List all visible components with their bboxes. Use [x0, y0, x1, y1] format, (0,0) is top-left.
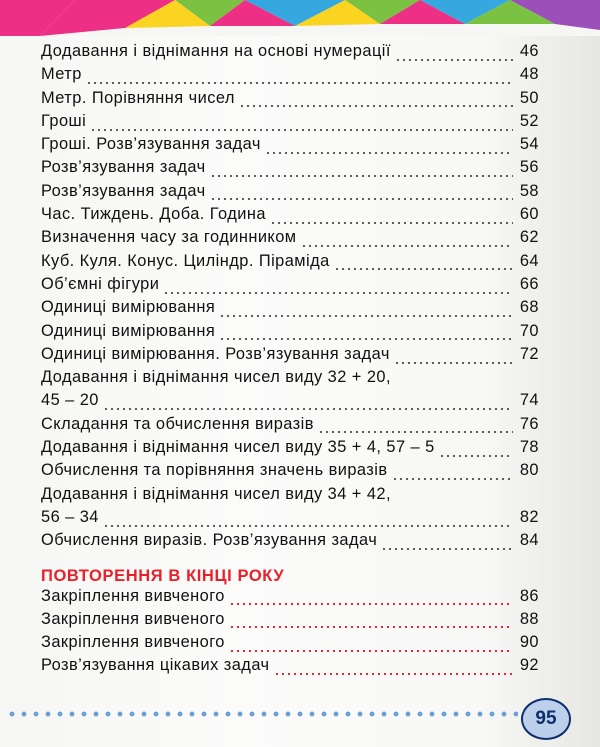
toc-entry[interactable] — [41, 252, 539, 275]
toc-entry-page: 64 — [519, 251, 539, 270]
toc-entry-page: 90 — [519, 633, 539, 652]
page-number-badge — [521, 698, 571, 740]
toc-entry-title: 56 – 34 — [41, 507, 99, 526]
toc-entry[interactable] — [41, 205, 539, 228]
toc-entry[interactable] — [41, 345, 539, 368]
dot-leader — [210, 198, 513, 200]
toc-entry-title: Закріплення вивченого — [41, 633, 225, 652]
dot-leader — [381, 548, 513, 550]
toc-entry-title: Одиниці вимірювання — [41, 321, 216, 340]
decorative-triangles — [0, 0, 600, 36]
dot-leader — [239, 105, 513, 107]
toc-entry-title-line1: Додавання і віднімання чисел виду 32 + 20, — [41, 368, 391, 387]
toc-entry[interactable] — [41, 391, 539, 414]
dot-leader — [274, 673, 513, 675]
toc-entry-page: 50 — [519, 88, 539, 107]
toc-entry[interactable] — [41, 298, 539, 321]
toc-entry-title: Складання та обчислення виразів — [41, 414, 314, 433]
toc-entry-title: Одиниці вимірювання — [41, 298, 216, 317]
toc-entry[interactable] — [41, 182, 539, 205]
toc-entry-title: Розв’язування задач — [41, 181, 206, 200]
dot-leader — [301, 245, 513, 247]
toc-entry[interactable] — [41, 610, 539, 633]
dot-leader — [439, 455, 513, 457]
toc-entry-title: Закріплення вивченого — [41, 586, 225, 605]
section-heading: ПОВТОРЕННЯ В КІНЦІ РОКУ — [41, 566, 285, 585]
toc-entry-page: 56 — [519, 158, 539, 177]
toc-group-main — [41, 42, 539, 555]
toc-entry-page: 92 — [519, 656, 539, 675]
toc-entry-page: 52 — [519, 111, 539, 130]
toc-entry[interactable] — [41, 158, 539, 181]
toc-entry-page: 70 — [519, 321, 539, 340]
table-of-contents — [41, 42, 539, 680]
dot-leader — [163, 292, 513, 294]
toc-entry[interactable] — [41, 42, 539, 65]
toc-entry[interactable] — [41, 228, 539, 251]
toc-entry-page: 54 — [519, 135, 539, 154]
toc-entry[interactable] — [41, 531, 539, 554]
toc-entry-page: 58 — [519, 181, 539, 200]
toc-entry-first-line — [41, 368, 539, 391]
toc-entry-title: Обчислення виразів. Розв’язування задач — [41, 531, 378, 550]
toc-entry-title: Визначення часу за годинником — [41, 228, 297, 247]
toc-entry-page: 74 — [519, 391, 539, 410]
toc-entry-page: 76 — [519, 414, 539, 433]
dot-leader — [334, 268, 513, 270]
toc-entry[interactable] — [41, 322, 539, 345]
toc-entry-title: Обчислення та порівняння значень виразів — [41, 461, 388, 480]
toc-entry-page: 62 — [519, 228, 539, 247]
toc-entry-page: 46 — [519, 42, 539, 60]
toc-entry-title: 45 – 20 — [41, 391, 99, 410]
bottom-dotted-line — [6, 711, 518, 717]
toc-entry-title: Додавання і віднімання чисел виду 35 + 4, 57 – 5 — [41, 438, 435, 457]
toc-entry-page: 82 — [519, 507, 539, 526]
toc-entry[interactable] — [41, 135, 539, 158]
dot-leader — [394, 362, 513, 364]
toc-entry-title: Одиниці вимірювання. Розв’язування задач — [41, 344, 390, 363]
toc-entry-page: 80 — [519, 461, 539, 480]
toc-entry-title: Гроші — [41, 111, 87, 130]
toc-entry-page: 72 — [519, 344, 539, 363]
dot-leader — [229, 603, 513, 605]
dot-leader — [86, 82, 513, 84]
toc-entry-title: Закріплення вивченого — [41, 609, 225, 628]
toc-entry-title: Метр. Порівняння чисел — [41, 88, 235, 107]
toc-entry[interactable] — [41, 438, 539, 461]
toc-entry[interactable] — [41, 89, 539, 112]
dot-leader — [392, 478, 513, 480]
dot-leader — [219, 338, 513, 340]
toc-entry-page: 86 — [519, 586, 539, 605]
toc-entry-page: 60 — [519, 205, 539, 224]
toc-entry[interactable] — [41, 633, 539, 656]
toc-entry-title: Час. Тиждень. Доба. Година — [41, 205, 266, 224]
dot-leader — [265, 152, 513, 154]
toc-entry-title: Розв’язування задач — [41, 158, 206, 177]
toc-group-review — [41, 587, 539, 680]
toc-entry-title: Додавання і віднімання на основі нумерації — [41, 42, 391, 60]
toc-entry-page: 48 — [519, 65, 539, 84]
toc-entry[interactable] — [41, 508, 539, 531]
toc-entry-page: 66 — [519, 274, 539, 293]
toc-entry[interactable] — [41, 112, 539, 135]
toc-entry[interactable] — [41, 461, 539, 484]
toc-entry[interactable] — [41, 415, 539, 438]
dot-leader — [219, 315, 513, 317]
toc-entry-title-line1: Додавання і віднімання чисел виду 34 + 42, — [41, 484, 391, 503]
dot-leader — [90, 129, 513, 131]
dot-leader — [318, 431, 513, 433]
toc-entry-title: Метр — [41, 65, 82, 84]
toc-entry[interactable] — [41, 587, 539, 610]
toc-entry-title: Куб. Куля. Конус. Циліндр. Піраміда — [41, 251, 330, 270]
toc-entry-page: 68 — [519, 298, 539, 317]
toc-entry[interactable] — [41, 275, 539, 298]
dot-leader — [103, 525, 513, 527]
toc-entry[interactable] — [41, 65, 539, 88]
page-number: 95 — [535, 708, 557, 729]
toc-entry-page: 78 — [519, 438, 539, 457]
toc-entry-page: 84 — [519, 531, 539, 550]
toc-entry-first-line — [41, 485, 539, 508]
dot-leader — [395, 59, 513, 61]
dot-leader — [270, 222, 513, 224]
dot-leader — [103, 408, 513, 410]
dot-leader — [229, 650, 513, 652]
dot-leader — [229, 626, 513, 628]
dot-leader — [210, 175, 513, 177]
toc-entry-title: Гроші. Розв’язування задач — [41, 135, 261, 154]
toc-entry-title: Об’ємні фігури — [41, 274, 160, 293]
toc-entry-title: Розв’язування цікавих задач — [41, 656, 270, 675]
toc-entry[interactable] — [41, 656, 539, 679]
toc-entry-page: 88 — [519, 609, 539, 628]
